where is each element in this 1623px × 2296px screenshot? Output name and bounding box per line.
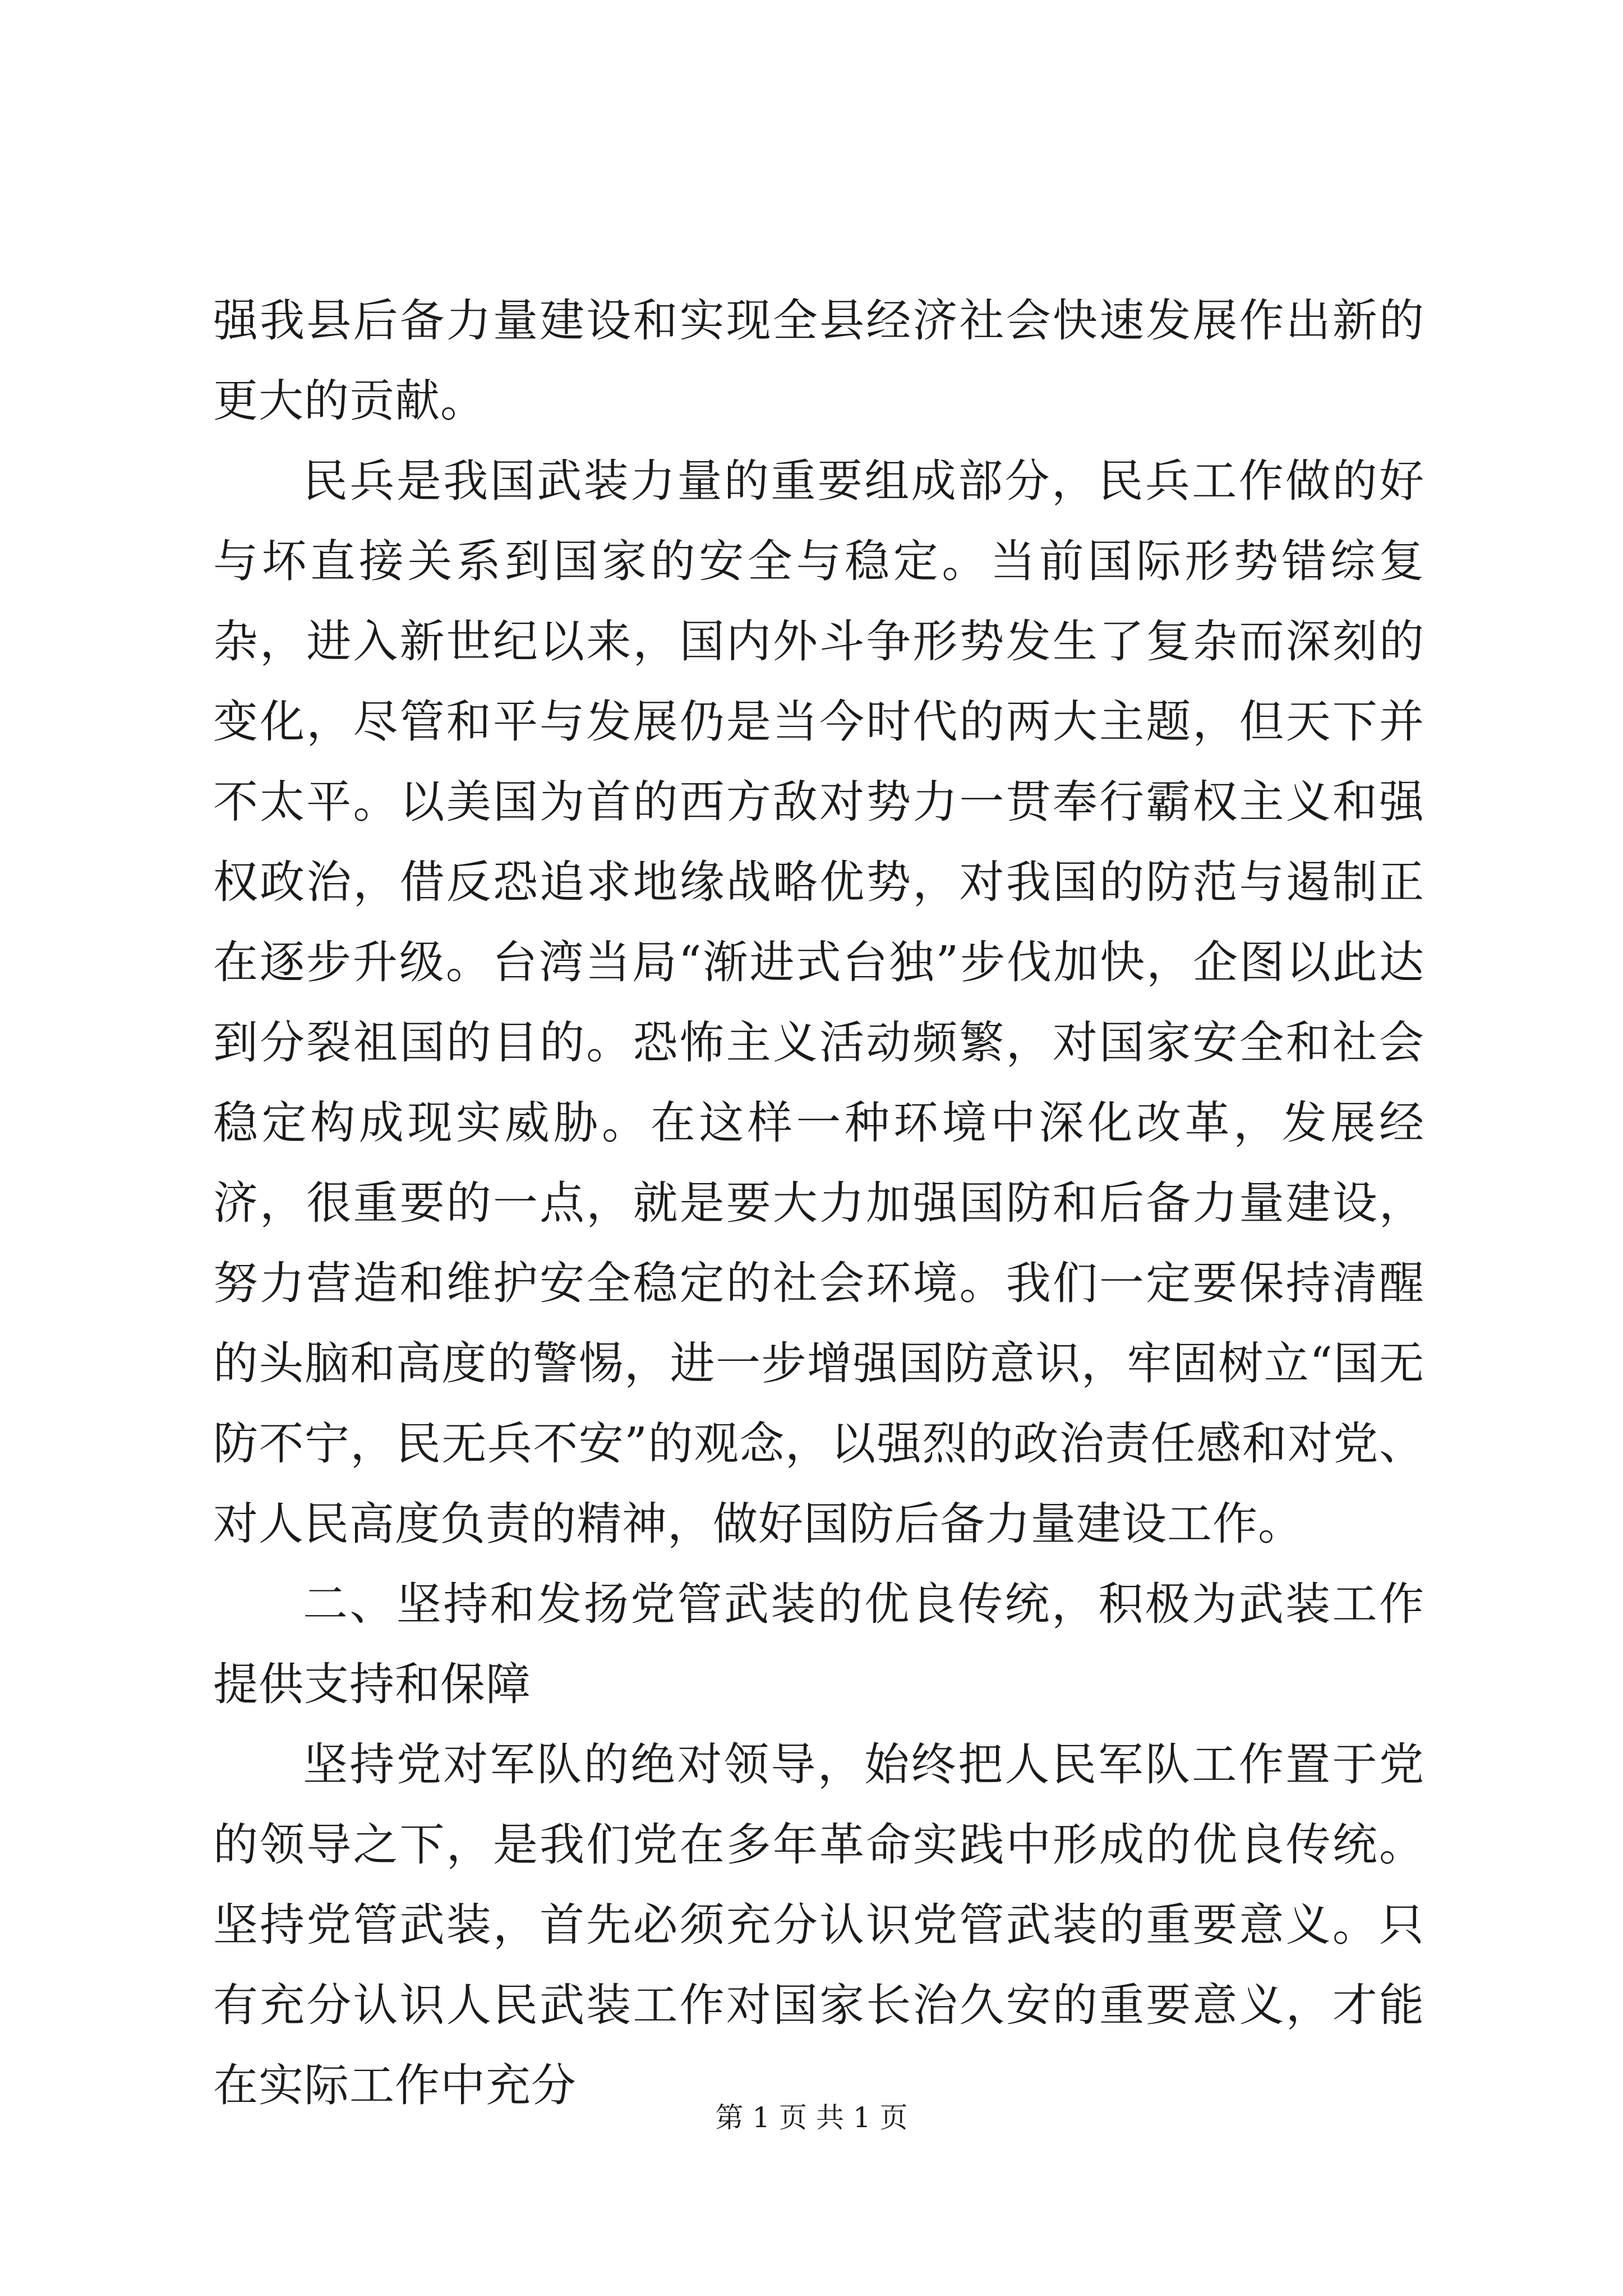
page-footer: 第 1 页 共 1 页 bbox=[715, 2101, 908, 2134]
paragraph-2: 民兵是我国武装力量的重要组成部分，民兵工作做的好与坏直接关系到国家的安全与稳定。当前国际形势错综复杂，进入新世纪以来，国内外斗争形势发生了复杂而深刻的变化，尽管和平与发展仍是当今时代的两大主题，但天下并不太平。以美国为首的西方敌对势力一贯奉行霸权主义和强权政治，借反恐追求地缘战略优势，对我国的防范与遏制正在逐步升级。台湾当局“渐进式台独”步伐加快，企图以此达到分裂祖国的目的。恐怖主义活动频繁，对国家安全和社会稳定构成现实威胁。在这样一种环境中深化改革，发展经济，很重要的一点，就是要大力加强国防和后备力量建设，努力营造和维护安全稳定的社会环境。我们一定要保持清醒的头脑和高度的警惕，进一步增强国防意识，牢固树立“国无防不宁，民无兵不安”的观念，以强烈的政治责任感和对党、对人民高度负责的精神，做好国防后备力量建设工作。 bbox=[213, 455, 1424, 1550]
document-body bbox=[213, 280, 1424, 2125]
section-heading-2: 二、坚持和发扬党管武装的优良传统，积极为武装工作提供支持和保障 bbox=[213, 1578, 1424, 1710]
paragraph-1: 强我县后备力量建设和实现全县经济社会快速发展作出新的更大的贡献。 bbox=[213, 295, 1424, 427]
paragraph-3: 坚持党对军队的绝对领导，始终把人民军队工作置于党的领导之下，是我们党在多年革命实践中形成的优良传统。坚持党管武装，首先必须充分认识党管武装的重要意义。只有充分认识人民武装工作对国家长治久安的重要意义，才能在实际工作中充分 bbox=[213, 1738, 1424, 2111]
